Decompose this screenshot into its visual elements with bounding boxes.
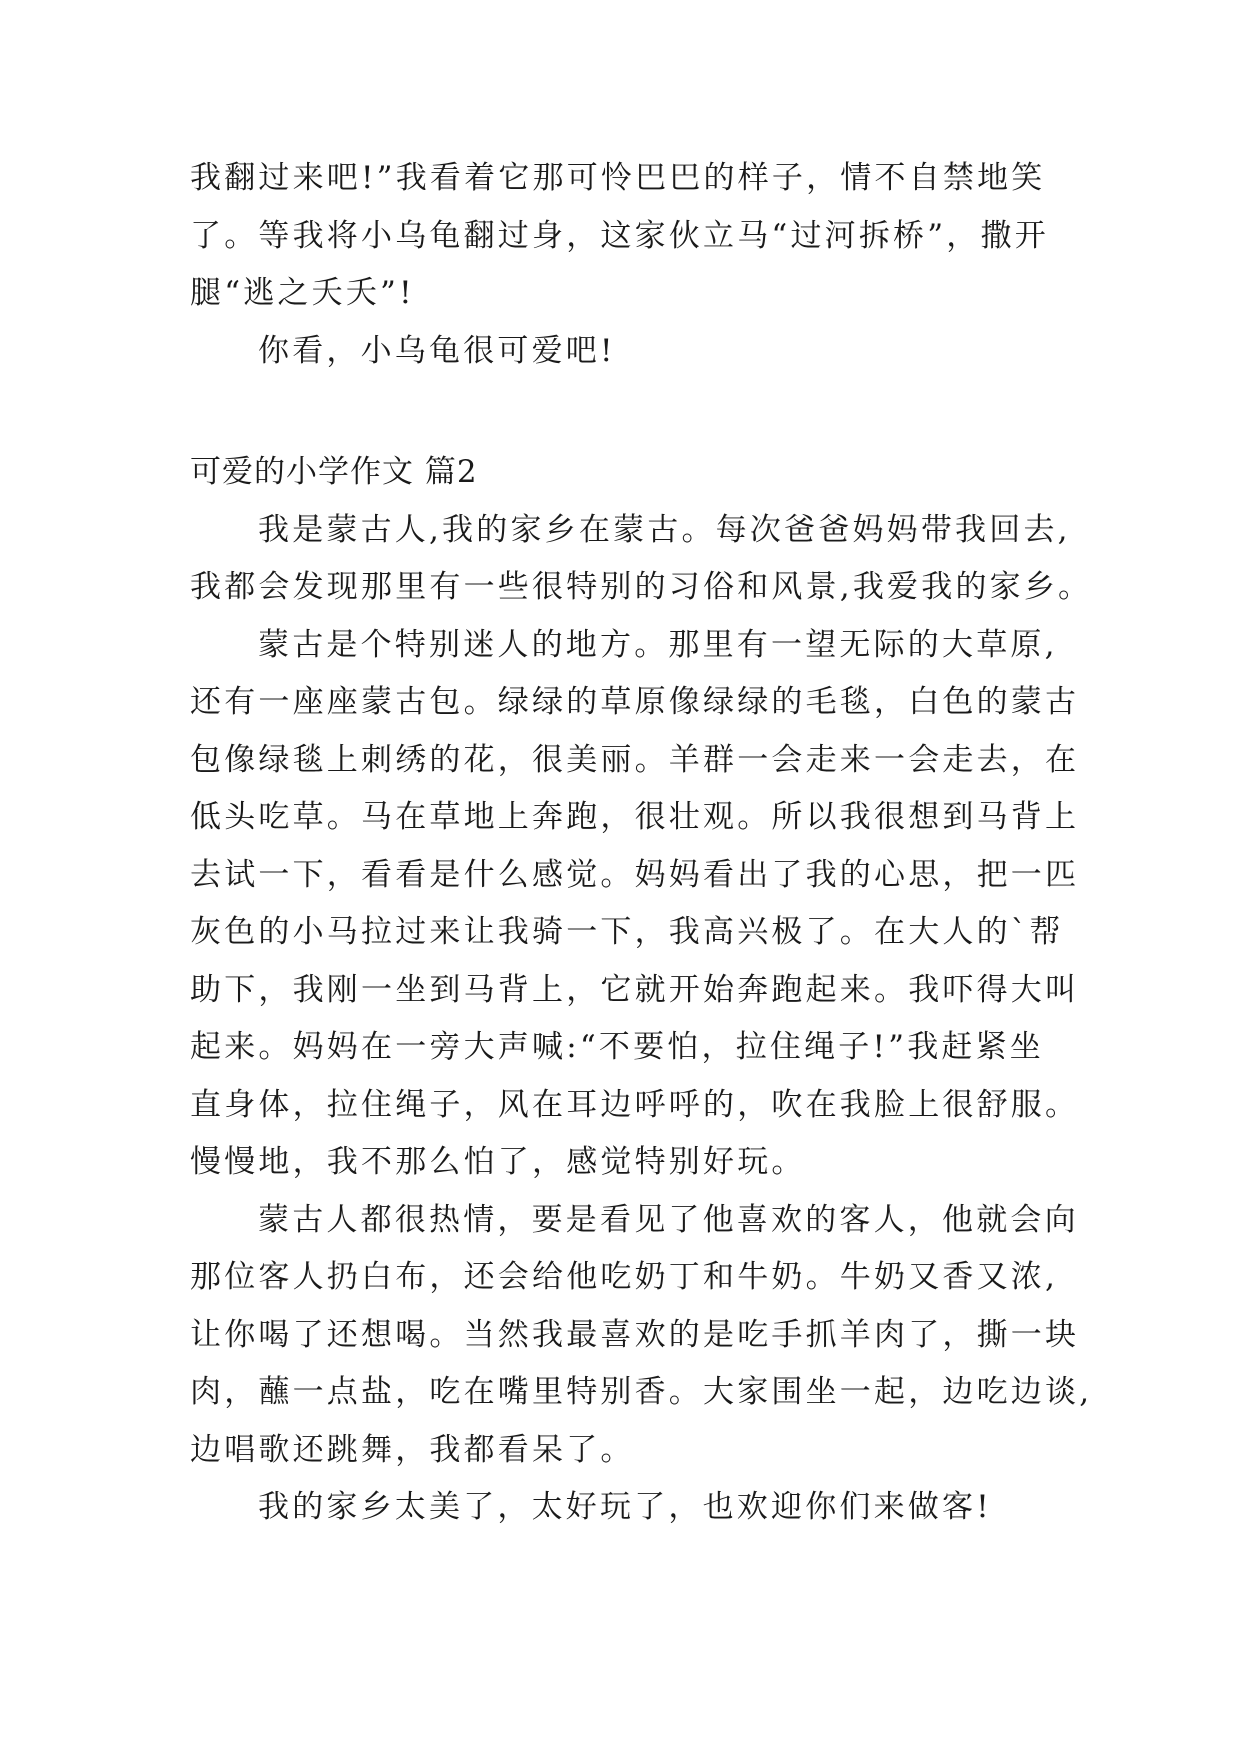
text-line: 腿“逃之夭夭”! (190, 275, 415, 311)
paragraph (190, 150, 1070, 323)
text-line: 我翻过来吧!”我看着它那可怜巴巴的样子，情不自禁地笑 (190, 160, 1046, 196)
document-page (190, 150, 1093, 1537)
text-line: 起来。妈妈在一旁大声喊:“不要怕，拉住绳子!”我赶紧坐 (190, 1029, 1044, 1065)
text-line: 我都会发现那里有一些很特别的习俗和风景,我爱我的家乡。 (190, 569, 1093, 605)
text-line: 我是蒙古人,我的家乡在蒙古。每次爸爸妈妈带我回去, (258, 511, 1071, 548)
text-line: 低头吃草。马在草地上奔跑，很壮观。所以我很想到马背上 (190, 799, 1080, 835)
text-line: 去试一下，看看是什么感觉。妈妈看出了我的心思，把一匹 (190, 856, 1080, 893)
text-line: 让你喝了还想喝。当然我最喜欢的是吃手抓羊肉了，撕一块 (190, 1316, 1080, 1353)
paragraph (190, 323, 1070, 381)
section-gap (190, 380, 1070, 444)
text-line: 我的家乡太美了，太好玩了，也欢迎你们来做客! (258, 1489, 992, 1525)
paragraph (190, 617, 1080, 1192)
text-line: 肉，蘸一点盐，吃在嘴里特别香。大家围坐一起，边吃边谈, (190, 1374, 1093, 1410)
text-line: 灰色的小马拉过来让我骑一下，我高兴极了。在大人的`帮 (190, 914, 1064, 950)
paragraph (190, 1192, 1093, 1480)
text-line: 慢慢地，我不那么怕了，感觉特别好玩。 (190, 1144, 806, 1180)
text-line: 蒙古是个特别迷人的地方。那里有一望无际的大草原, (258, 626, 1058, 663)
text-line: 还有一座座蒙古包。绿绿的草原像绿绿的毛毯，白色的蒙古 (190, 684, 1080, 720)
paragraph (190, 1479, 1070, 1537)
text-line: 了。等我将小乌龟翻过身，这家伙立马“过河拆桥”，撒开 (190, 217, 1049, 254)
essay-section (190, 444, 1093, 1537)
text-line: 包像绿毯上刺绣的花，很美丽。羊群一会走来一会走去，在 (190, 741, 1080, 778)
text-line: 助下，我刚一坐到马背上，它就开始奔跑起来。我吓得大叫 (190, 971, 1080, 1008)
text-line: 直身体，拉住绳子，风在耳边呼呼的，吹在我脸上很舒服。 (190, 1086, 1080, 1123)
essay-heading: 可爱的小学作文 篇2 (190, 454, 478, 490)
text-line: 那位客人扔白布，还会给他吃奶丁和牛奶。牛奶又香又浓, (190, 1259, 1059, 1295)
paragraph (190, 502, 1093, 617)
prev-essay-ending (190, 150, 1070, 380)
text-line: 蒙古人都很热情，要是看见了他喜欢的客人，他就会向 (258, 1201, 1079, 1238)
text-line: 你看，小乌龟很可爱吧! (258, 332, 616, 369)
text-line: 边唱歌还跳舞，我都看呆了。 (190, 1431, 635, 1468)
